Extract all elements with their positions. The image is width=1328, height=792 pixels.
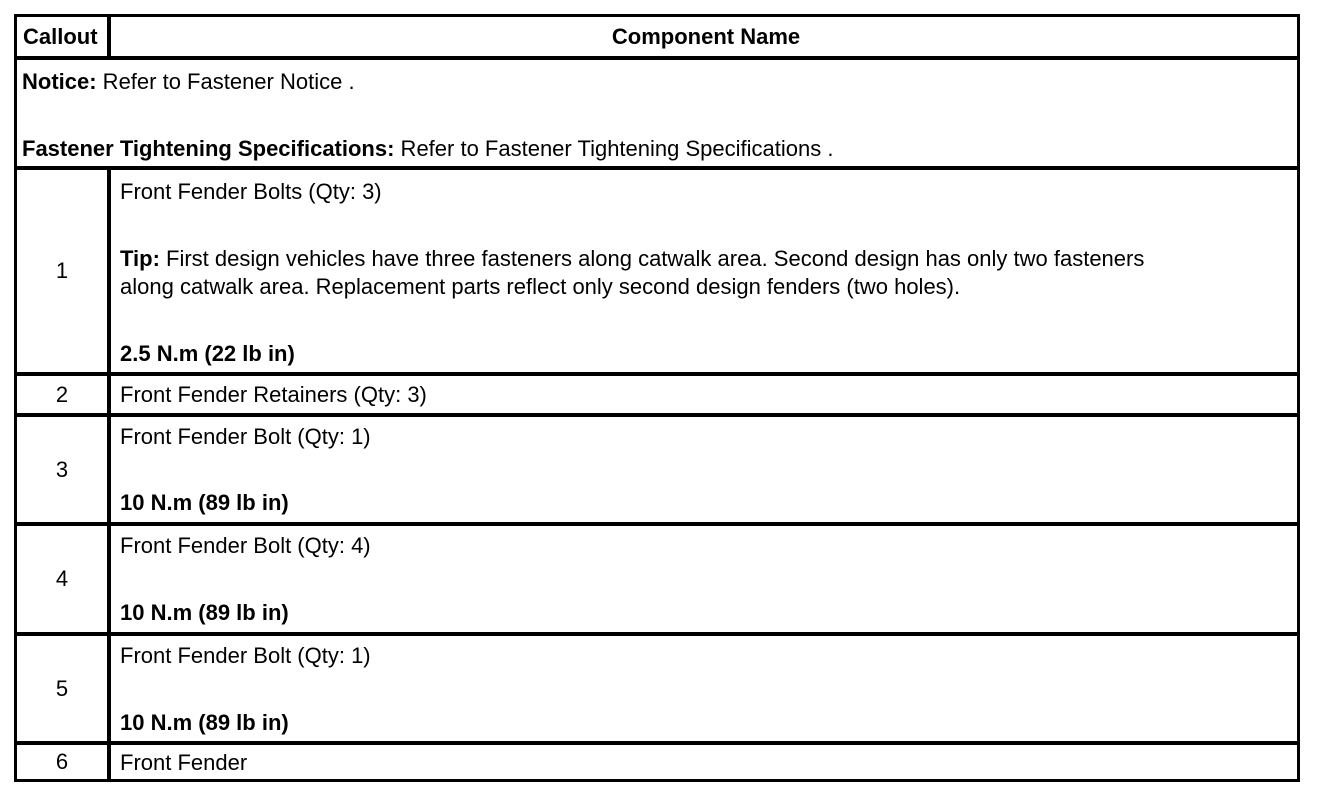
spec-label: Fastener Tightening Specifications:: [22, 136, 395, 161]
component-name: Front Fender Bolt (Qty: 4): [120, 533, 371, 558]
component-cell: [115, 417, 1297, 522]
callout-cell: 2: [17, 376, 111, 413]
component-cell: [115, 745, 1297, 779]
component-name: Front Fender Bolt (Qty: 1): [120, 424, 371, 449]
component-cell: [115, 376, 1297, 413]
tip-text: First design vehicles have three fasteners along catwalk area. Second design has only two fasteners: [159, 246, 1145, 271]
header-component-name: Component Name: [611, 23, 801, 49]
component-cell: [115, 636, 1297, 741]
torque-spec: 2.5 N.m (22 lb in): [120, 341, 295, 366]
spec-line: [22, 135, 1289, 163]
tip-line-2: along catwalk area. Replacement parts reflect only second design fenders (two holes).: [120, 274, 961, 299]
component-cell: [115, 170, 1297, 372]
notice-text: Refer to Fastener Notice .: [96, 69, 355, 94]
torque-spec: 10 N.m (89 lb in): [120, 710, 289, 735]
notice-line: [22, 68, 1289, 96]
torque-spec: 10 N.m (89 lb in): [120, 600, 289, 625]
torque-spec: 10 N.m (89 lb in): [120, 490, 289, 515]
notice-label: Notice:: [22, 69, 97, 94]
table-header-row: [17, 17, 1297, 56]
callout-cell: 5: [17, 636, 111, 741]
component-name: Front Fender Bolts (Qty: 3): [120, 179, 382, 204]
callout-cell: 6: [17, 745, 111, 779]
callout-cell: 3: [17, 417, 111, 522]
component-cell: [115, 526, 1297, 632]
callout-cell: 4: [17, 526, 111, 632]
table-row: [17, 372, 1297, 413]
component-table: [14, 14, 1300, 782]
header-callout: Callout: [17, 17, 111, 56]
spec-text: Refer to Fastener Tightening Specifications .: [394, 136, 834, 161]
component-name: Front Fender Bolt (Qty: 1): [120, 643, 371, 668]
tip-label: Tip:: [120, 246, 160, 271]
component-name: Front Fender Retainers (Qty: 3): [120, 382, 427, 407]
table-row: [17, 413, 1297, 522]
table-row: [17, 166, 1297, 372]
callout-cell: 1: [17, 170, 111, 372]
table-row: [17, 522, 1297, 632]
component-name: Front Fender: [120, 750, 248, 775]
notice-row: [17, 56, 1297, 166]
table-row: [17, 632, 1297, 741]
table-row: [17, 741, 1297, 779]
tip-line-1: [120, 245, 1289, 273]
